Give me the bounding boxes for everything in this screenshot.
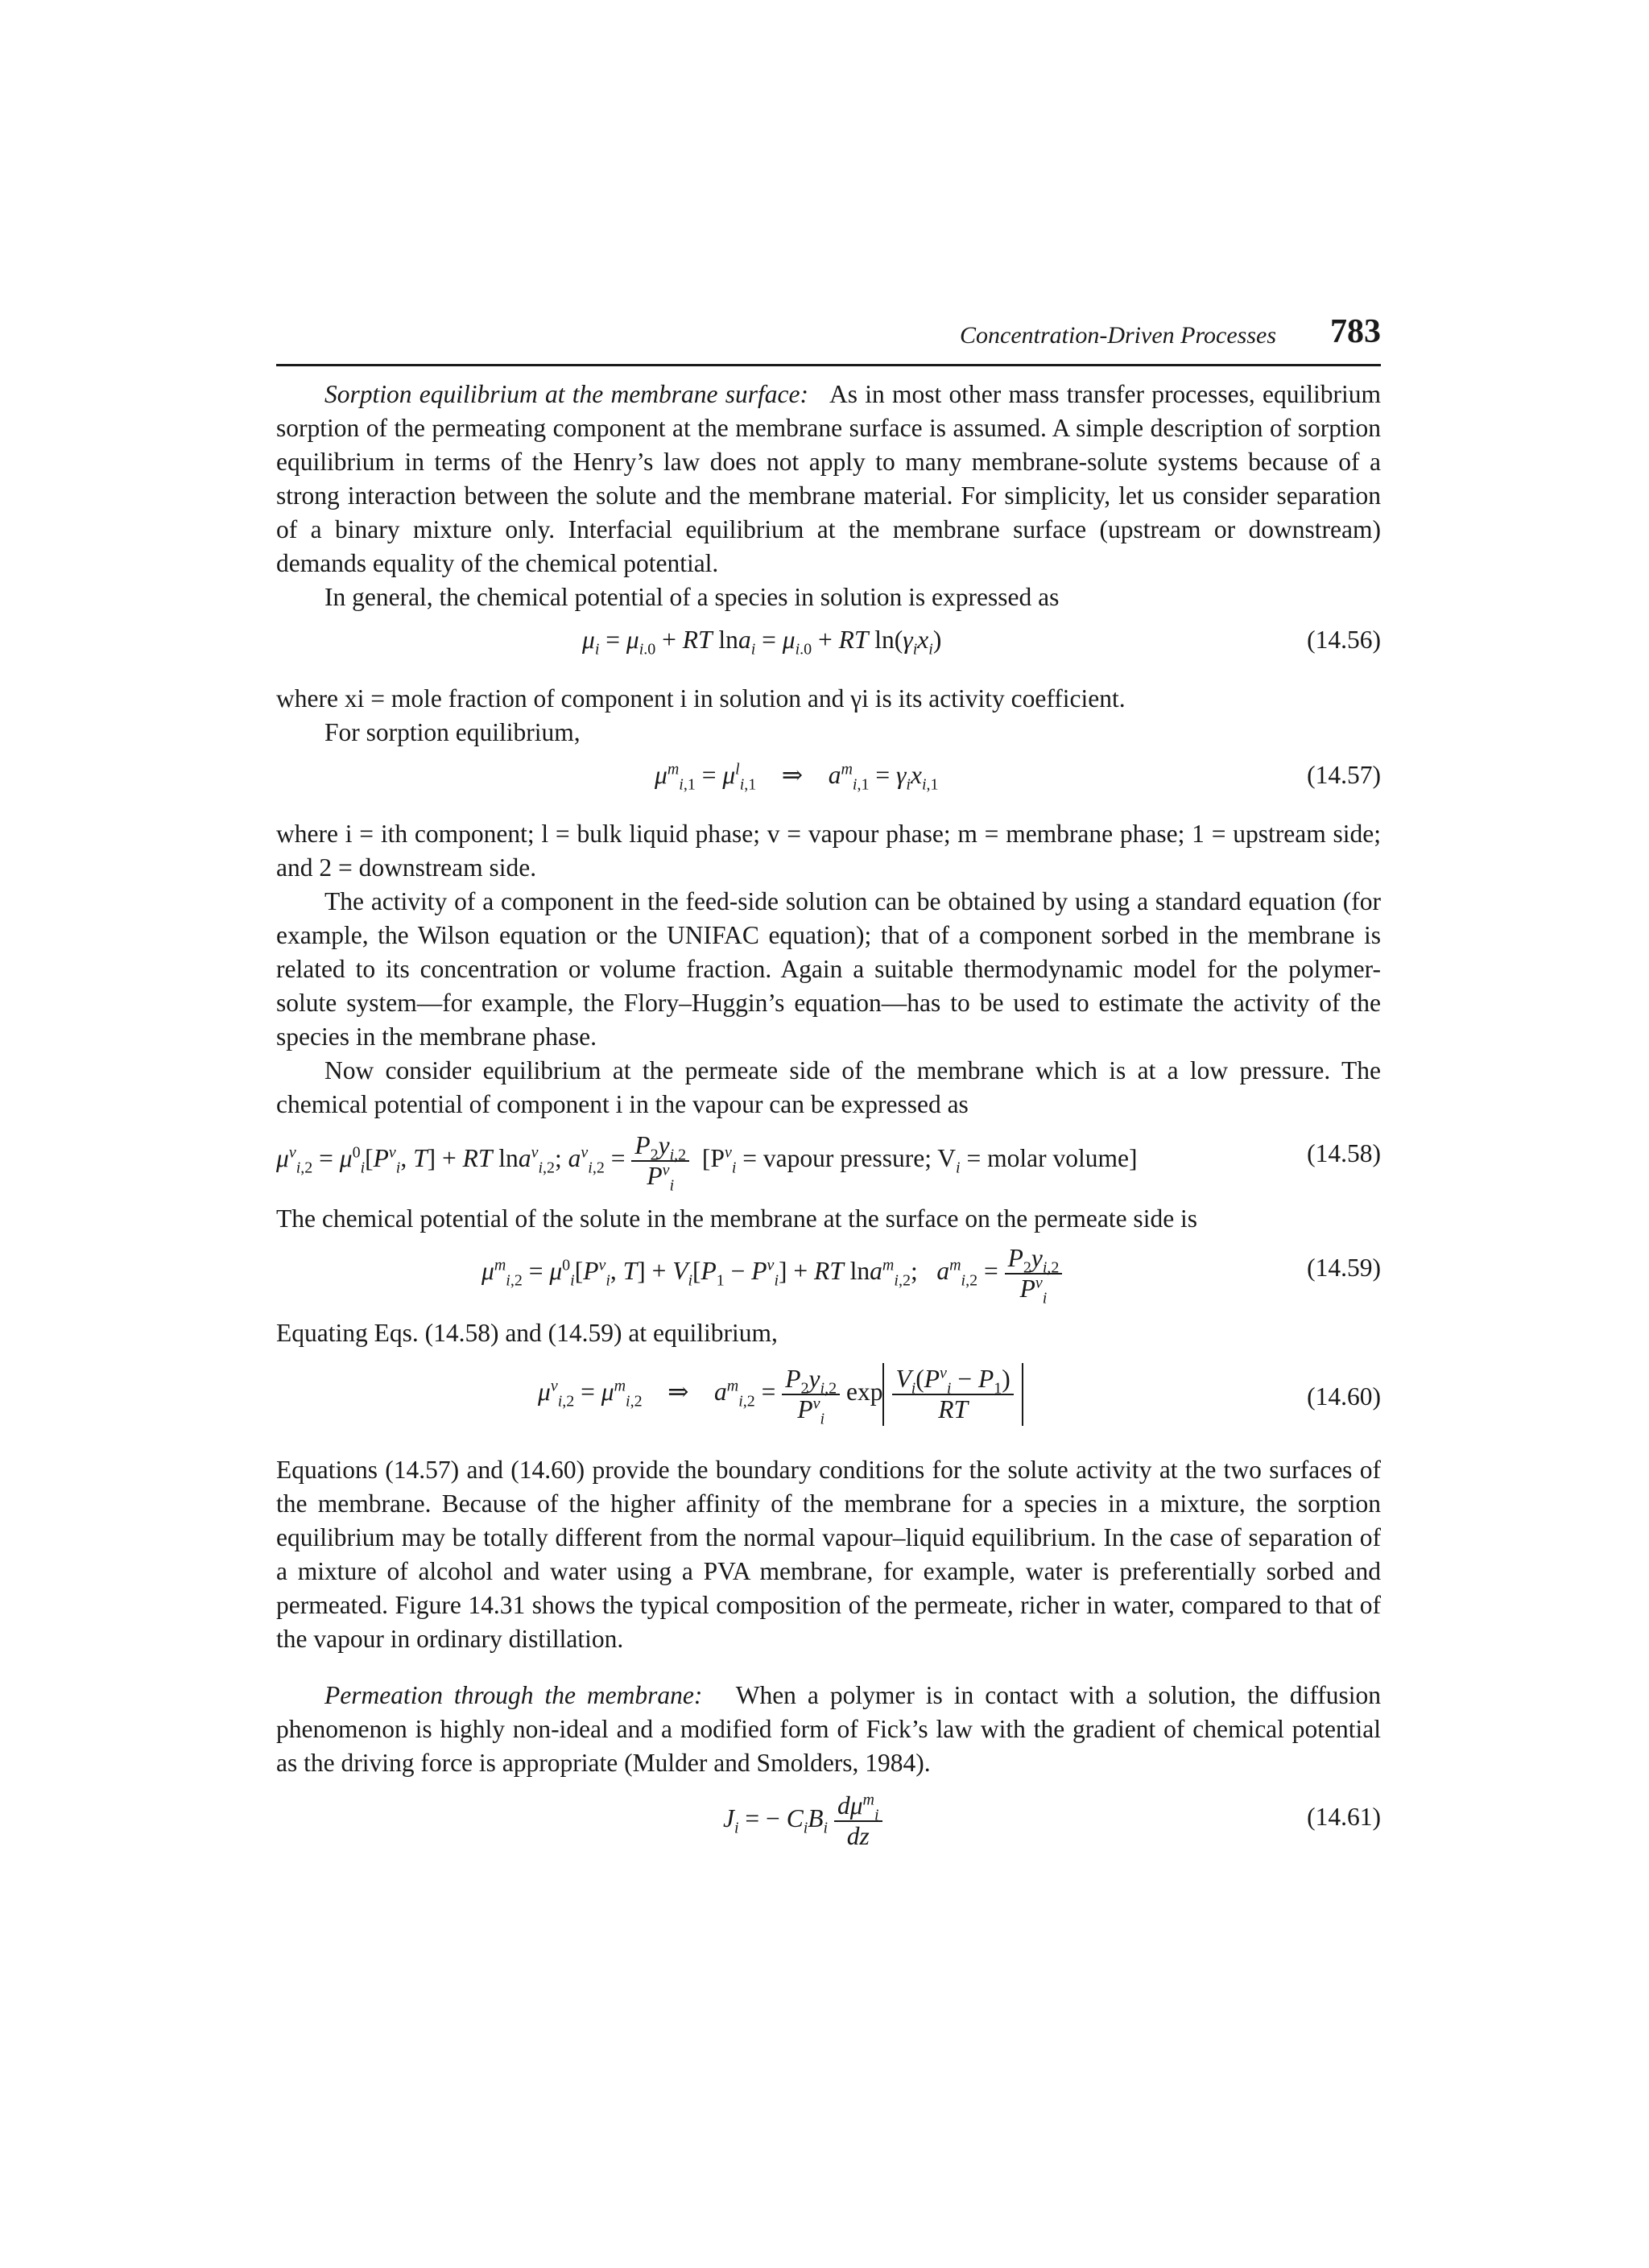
paragraph-where-xi: where xi = mole fraction of component i in solution and γi is its activity coefficient. (276, 684, 1126, 713)
paragraph-sorption-eq: For sorption equilibrium, (324, 718, 581, 746)
equation-number: (14.59) (1307, 1254, 1381, 1282)
equation-number: (14.60) (1307, 1382, 1381, 1411)
paragraph-text: As in most other mass transfer processes, equilibrium sorption of the permeating component at the membrane surface is assumed. A simple description of sorption equilibrium in terms of the Henry’s law does not apply to many membrane-solute systems because of a strong interaction between the solute and the membrane material. For simplicity, let us consider separation of a binary mixture only. Interfacial equilibrium at the membrane surface (upstream or downstream) demands equality of the chemical potential. (276, 380, 1382, 577)
section-heading-permeation: Permeation through the membrane: (324, 1681, 703, 1709)
equation-number: (14.61) (1307, 1803, 1381, 1831)
paragraph-boundary-conditions: Equations (14.57) and (14.60) provide the boundary conditions for the solute activity at the two surfaces of the membrane. Because of the higher affinity of the membrane for a species in a mixture, the sorption equilibrium may be totally different from the normal vapour–liquid equilibrium. In the case of separation of a mixture of alcohol and water using a PVA membrane, for example, water is preferentially sorbed and permeated. Figure 14.31 shows the typical composition of the permeate, richer in water, compared to that of the vapour in ordinary distillation. (276, 1456, 1381, 1653)
header-rule (276, 364, 1381, 366)
equation-14-61 (276, 1780, 1381, 1861)
paragraph-permeation-intro (276, 1679, 1381, 1780)
eq58-note-mid: = vapour pressure; V (736, 1144, 957, 1173)
equation-body: $\mu_i = \mu_{i.0}$ + RT $\ln a_i = \mu_{i.0}$ + RT $\ln(\gamma_ix_i)$ (582, 626, 942, 659)
equation-body: $\mu^m_{i,1} = \mu^l_{i,1}$ ⇒ $a^m_{i,1} = \gamma_ix_{i,1}$ (655, 760, 939, 794)
paragraph-chem-potential: In general, the chemical potential of a species in solution is expressed as (324, 583, 1060, 611)
equation-14-59 (276, 1236, 1381, 1316)
equation-body: $\mu^m_{i,2} = \mu^0_i[P^v_i$, $T] + V_i[P_1 - P^v_i]$ + RT lna$^m_{i,2}$; $a^m_{i,2}$ = $\frac{P_2y_{i,2}}{P^v_i}$ (481, 1244, 1062, 1303)
running-title: Concentration-Driven Processes (960, 322, 1276, 349)
paragraph-text: When a polymer is in contact with a solution, the diffusion phenomenon is highly non-ideal and a modified form of Fick’s law with the gradient of chemical potential as the driving force is appropriate (Mulder and Smolders, 1984). (276, 1681, 1382, 1777)
equation-14-56 (276, 614, 1381, 682)
page (276, 313, 1382, 1861)
running-head (276, 313, 1381, 364)
equation-14-60 (276, 1350, 1381, 1453)
equation-body: $\mu^v_{i,2} = \mu^m_{i,2}$ ⇒ $a^m_{i,2}$ = $\frac{P_2y_{i,2}}{P^v_i}$ exp $\frac{V_i(P^v_i - P_1)}{RT}$ (538, 1363, 1023, 1426)
paragraph-activity: The activity of a component in the feed-side solution can be obtained by using a standard equation (for example, the Wilson equation or the UNIFAC equation); that of a component sorbed in the membrane is related to its concentration or volume fraction. Again a suitable thermodynamic model for the polymer-solute system—for example, the Flory–Huggin’s equation—has to be used to estimate the activity of the species in the membrane phase. (276, 887, 1381, 1051)
equation-body: $J_i$ = − $C_iB_i$ $\frac{d\mu^m_i}{dz}$ (723, 1791, 882, 1851)
section-heading-sorption: Sorption equilibrium at the membrane surface: (324, 380, 808, 408)
paragraph-solute-membrane: The chemical potential of the solute in the membrane at the surface on the permeate side is (276, 1204, 1198, 1233)
equation-14-58 (276, 1122, 1381, 1202)
eq58-note-open: [P (701, 1144, 725, 1173)
paragraph-where-symbols: where i = ith component; l = bulk liquid phase; v = vapour phase; m = membrane phase; 1 = upstream side; and 2 = downstream side. (276, 820, 1381, 882)
equation-14-57 (276, 750, 1381, 817)
paragraph-permeate-side: Now consider equilibrium at the permeate side of the membrane which is at a low pressure. The chemical potential of component i in the vapour can be expressed as (276, 1056, 1381, 1118)
page-number: 783 (1330, 313, 1381, 350)
paragraph-sorption-intro (276, 378, 1381, 580)
equation-number: (14.58) (1307, 1139, 1381, 1167)
equation-number: (14.56) (1307, 626, 1381, 654)
equation-number: (14.57) (1307, 761, 1381, 789)
paragraph-equating: Equating Eqs. (14.58) and (14.59) at equilibrium, (276, 1319, 778, 1347)
equation-body: $\mu^v_{i,2} = \mu^0_i[P^v_i$, T] + RT lna$^v_{i,2}$; $a^v_{i,2}$ = $\frac{P_2y_{i,2}}{P^v_i}$ [$P^v_i$ = vapour pressure; $V_i$ = molar volume] (276, 1131, 1138, 1195)
eq58-note-end: = molar volume] (960, 1144, 1138, 1173)
